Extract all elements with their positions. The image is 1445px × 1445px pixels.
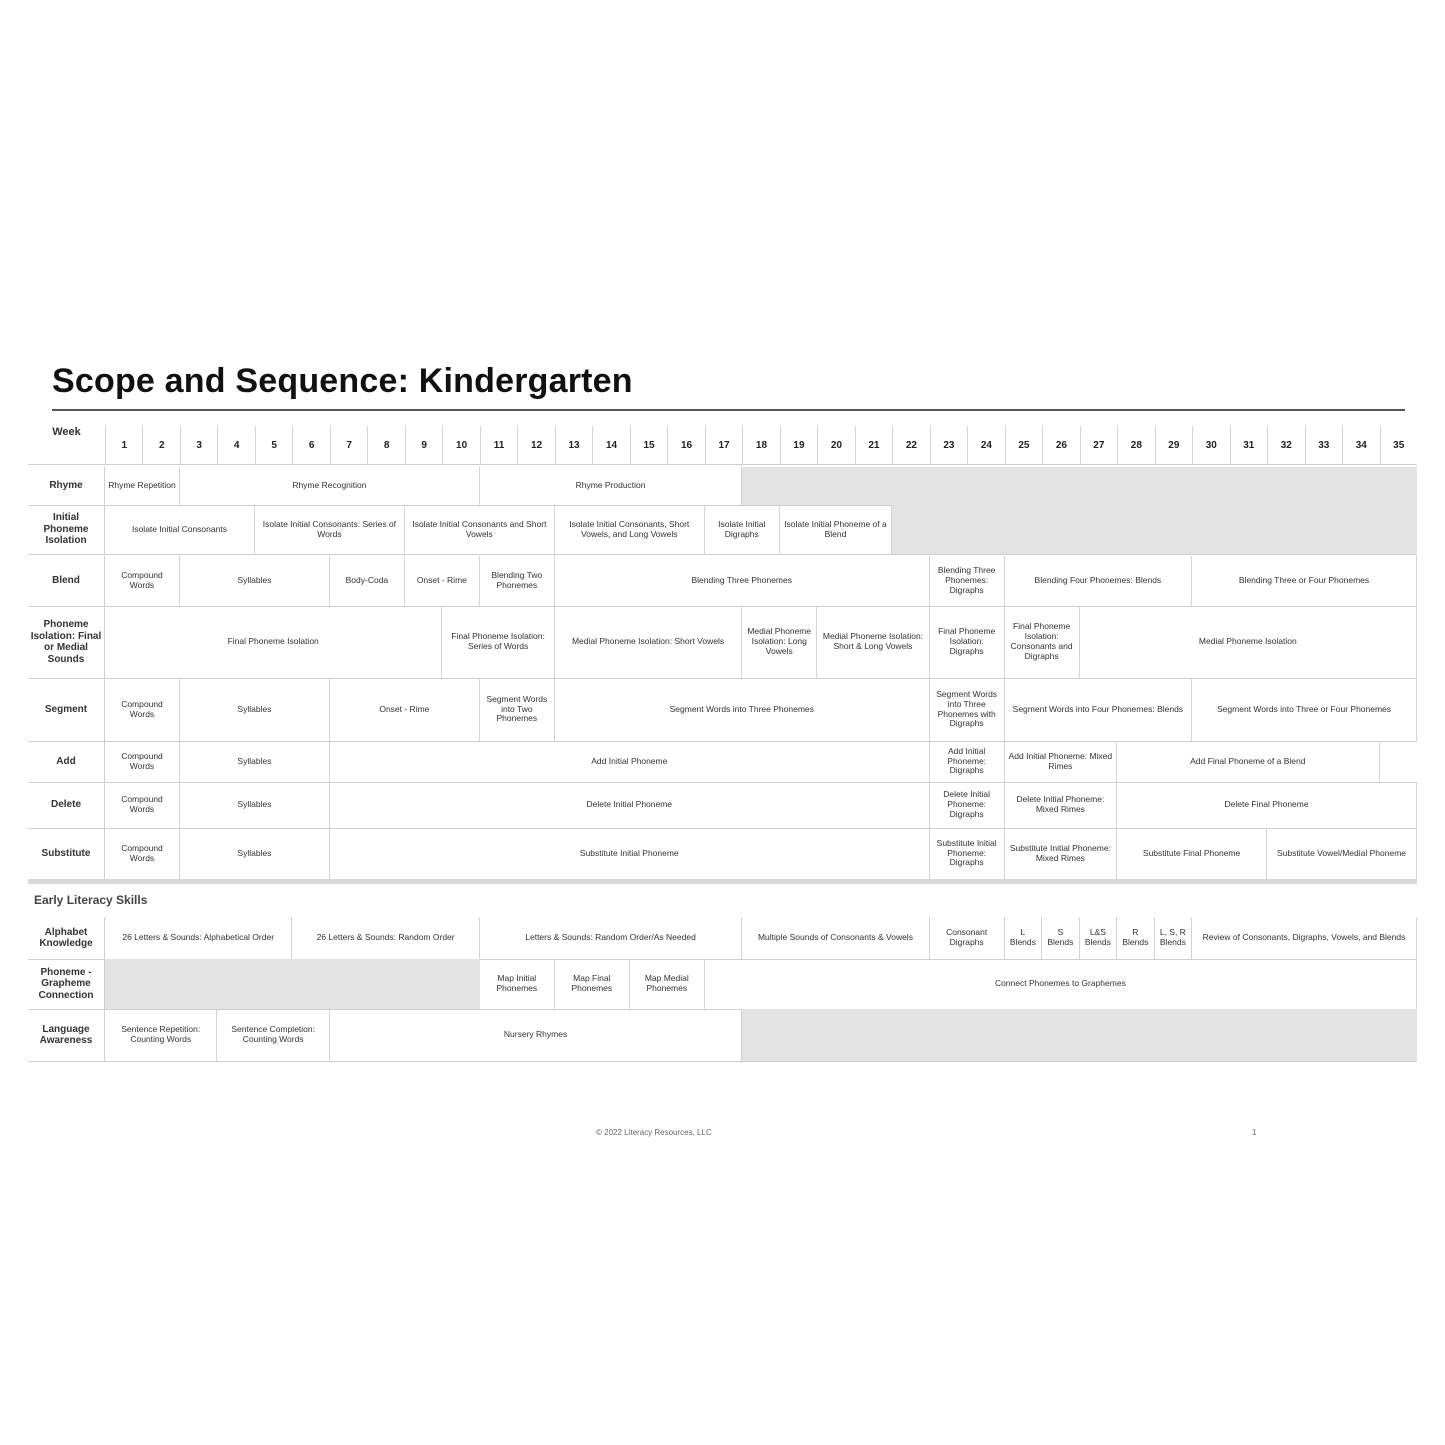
skill-cell: Blending Two Phonemes — [480, 556, 555, 606]
skill-cell: Rhyme Recognition — [180, 467, 480, 505]
skill-cell: Medial Phoneme Isolation — [1080, 606, 1417, 678]
week-header-row — [28, 418, 1417, 465]
week-number: 15 — [630, 426, 667, 464]
skill-cell: Isolate Initial Consonants, Short Vowels, and Long Vowels — [555, 505, 705, 554]
week-number: 10 — [442, 426, 479, 464]
skill-cell: Map Medial Phonemes — [630, 959, 705, 1009]
week-number: 23 — [930, 426, 967, 464]
schedule-row — [28, 678, 1417, 742]
week-number: 13 — [555, 426, 592, 464]
skill-cell: Nursery Rhymes — [330, 1009, 742, 1061]
week-number: 25 — [1005, 426, 1042, 464]
week-number: 32 — [1267, 426, 1304, 464]
row-label: Phoneme Isolation: Final or Medial Sounds — [28, 606, 105, 678]
skill-cell: Compound Words — [105, 678, 180, 741]
skill-cell: Onset - Rime — [405, 556, 480, 606]
week-number: 26 — [1042, 426, 1079, 464]
skill-cell: Medial Phoneme Isolation: Short & Long Vowels — [817, 606, 929, 678]
week-number: 34 — [1342, 426, 1379, 464]
week-number: 35 — [1380, 426, 1417, 464]
skill-cell: Delete Initial Phoneme — [330, 782, 930, 828]
schedule-row — [28, 467, 1417, 506]
week-number: 1 — [105, 426, 142, 464]
skill-cell: Compound Words — [105, 741, 180, 782]
skill-cell: Rhyme Repetition — [105, 467, 180, 505]
empty-cell — [742, 467, 1417, 505]
week-number: 21 — [855, 426, 892, 464]
week-number: 3 — [180, 426, 217, 464]
skill-cell — [1380, 741, 1417, 782]
row-label: Segment — [28, 678, 105, 741]
schedule-row — [28, 1009, 1417, 1062]
skill-cell: Onset - Rime — [330, 678, 480, 741]
week-number: 18 — [742, 426, 779, 464]
schedule-row — [28, 959, 1417, 1010]
title-divider — [52, 409, 1405, 411]
row-label: Language Awareness — [28, 1009, 105, 1061]
skill-cell: Add Initial Phoneme: Digraphs — [930, 741, 1005, 782]
skill-cell: L, S, R Blends — [1155, 917, 1192, 959]
skill-cell: Syllables — [180, 782, 330, 828]
skill-cell: Review of Consonants, Digraphs, Vowels, and Blends — [1192, 917, 1417, 959]
skill-cell: Add Initial Phoneme — [330, 741, 930, 782]
skill-cell: Substitute Initial Phoneme: Mixed Rimes — [1005, 828, 1117, 879]
skill-cell: Consonant Digraphs — [930, 917, 1005, 959]
week-number: 8 — [367, 426, 404, 464]
footer-copyright: © 2022 Literacy Resources, LLC — [596, 1128, 712, 1137]
skill-cell: Syllables — [180, 678, 330, 741]
skill-cell: Substitute Initial Phoneme: Digraphs — [930, 828, 1005, 879]
empty-cell — [105, 959, 480, 1009]
empty-cell — [892, 505, 1417, 554]
skill-cell: Delete Final Phoneme — [1117, 782, 1417, 828]
skill-cell: Medial Phoneme Isolation: Long Vowels — [742, 606, 817, 678]
skill-cell: Syllables — [180, 828, 330, 879]
row-label: Substitute — [28, 828, 105, 879]
week-label: Week — [52, 426, 81, 438]
skill-cell: Syllables — [180, 741, 330, 782]
skill-cell: Compound Words — [105, 828, 180, 879]
schedule-row — [28, 917, 1417, 960]
skill-cell: Compound Words — [105, 556, 180, 606]
skill-cell: Final Phoneme Isolation: Consonants and Digraphs — [1005, 606, 1080, 678]
skill-cell: Isolate Initial Consonants and Short Vowels — [405, 505, 555, 554]
skill-cell: Letters & Sounds: Random Order/As Needed — [480, 917, 742, 959]
skill-cell: Final Phoneme Isolation: Digraphs — [930, 606, 1005, 678]
week-number: 33 — [1305, 426, 1342, 464]
week-number: 22 — [892, 426, 929, 464]
skill-cell: 26 Letters & Sounds: Alphabetical Order — [105, 917, 292, 959]
week-number: 2 — [142, 426, 179, 464]
skill-cell: Map Final Phonemes — [555, 959, 630, 1009]
skill-cell: Substitute Vowel/Medial Phoneme — [1267, 828, 1417, 879]
skill-cell: Isolate Initial Consonants: Series of Words — [255, 505, 405, 554]
week-number: 24 — [967, 426, 1005, 464]
week-number: 28 — [1117, 426, 1154, 464]
week-number: 30 — [1192, 426, 1229, 464]
skill-cell: Substitute Final Phoneme — [1117, 828, 1267, 879]
row-label: Blend — [28, 556, 105, 606]
footer-page-number: 1 — [1252, 1128, 1257, 1137]
skill-cell: Final Phoneme Isolation — [105, 606, 442, 678]
skill-cell: Isolate Initial Phoneme of a Blend — [780, 505, 892, 554]
week-number: 7 — [330, 426, 367, 464]
week-number: 5 — [255, 426, 292, 464]
skill-cell: Add Initial Phoneme: Mixed Rimes — [1005, 741, 1117, 782]
row-label: Initial Phoneme Isolation — [28, 505, 105, 554]
row-label: Add — [28, 741, 105, 782]
row-label: Delete — [28, 782, 105, 828]
skill-cell: Isolate Initial Consonants — [105, 505, 255, 554]
week-number: 12 — [517, 426, 555, 464]
skill-cell: L Blends — [1005, 917, 1042, 959]
skill-cell: Connect Phonemes to Graphemes — [705, 959, 1417, 1009]
week-number: 11 — [480, 426, 517, 464]
skill-cell: Segment Words into Three Phonemes — [555, 678, 930, 741]
skill-cell: S Blends — [1042, 917, 1079, 959]
schedule-row — [28, 505, 1417, 555]
skill-cell: L&S Blends — [1080, 917, 1117, 959]
skill-cell: R Blends — [1117, 917, 1154, 959]
skill-cell: Add Final Phoneme of a Blend — [1117, 741, 1379, 782]
skill-cell: Segment Words into Four Phonemes: Blends — [1005, 678, 1192, 741]
week-number: 4 — [217, 426, 254, 464]
week-number: 20 — [817, 426, 854, 464]
schedule-row — [28, 828, 1417, 880]
week-number: 17 — [705, 426, 742, 464]
week-number: 19 — [780, 426, 817, 464]
schedule-row — [28, 606, 1417, 679]
schedule-row — [28, 782, 1417, 829]
week-number: 9 — [405, 426, 442, 464]
week-number: 6 — [292, 426, 329, 464]
skill-cell: Blending Three or Four Phonemes — [1192, 556, 1417, 606]
skill-cell: Compound Words — [105, 782, 180, 828]
skill-cell: Sentence Completion: Counting Words — [217, 1009, 329, 1061]
skill-cell: Medial Phoneme Isolation: Short Vowels — [555, 606, 742, 678]
skill-cell: Sentence Repetition: Counting Words — [105, 1009, 217, 1061]
skill-cell: Final Phoneme Isolation: Series of Words — [442, 606, 554, 678]
skill-cell: Substitute Initial Phoneme — [330, 828, 930, 879]
row-label: Rhyme — [28, 467, 105, 505]
skill-cell: 26 Letters & Sounds: Random Order — [292, 917, 479, 959]
section-title: Early Literacy Skills — [34, 893, 148, 907]
skill-cell: Segment Words into Three or Four Phonemes — [1192, 678, 1417, 741]
skill-cell: Blending Three Phonemes: Digraphs — [930, 556, 1005, 606]
skill-cell: Segment Words into Three Phonemes with Digraphs — [930, 678, 1005, 741]
week-number: 27 — [1080, 426, 1117, 464]
row-label: Phoneme - Grapheme Connection — [28, 959, 105, 1009]
skill-cell: Blending Four Phonemes: Blends — [1005, 556, 1192, 606]
week-number: 14 — [592, 426, 629, 464]
skill-cell: Isolate Initial Digraphs — [705, 505, 780, 554]
section-divider — [28, 879, 1417, 884]
skill-cell: Syllables — [180, 556, 330, 606]
skill-cell: Segment Words into Two Phonemes — [480, 678, 555, 741]
week-number: 29 — [1155, 426, 1192, 464]
skill-cell: Rhyme Production — [480, 467, 742, 505]
week-number: 31 — [1230, 426, 1267, 464]
skill-cell: Delete Initial Phoneme: Digraphs — [930, 782, 1005, 828]
skill-cell: Delete Initial Phoneme: Mixed Rimes — [1005, 782, 1117, 828]
schedule-row — [28, 556, 1417, 607]
row-label: Alphabet Knowledge — [28, 917, 105, 959]
schedule-row — [28, 741, 1417, 783]
empty-cell — [742, 1009, 1417, 1061]
skill-cell: Body-Coda — [330, 556, 405, 606]
skill-cell: Map Initial Phonemes — [480, 959, 555, 1009]
skill-cell: Multiple Sounds of Consonants & Vowels — [742, 917, 929, 959]
page-title: Scope and Sequence: Kindergarten — [52, 362, 633, 400]
week-number: 16 — [667, 426, 704, 464]
skill-cell: Blending Three Phonemes — [555, 556, 930, 606]
